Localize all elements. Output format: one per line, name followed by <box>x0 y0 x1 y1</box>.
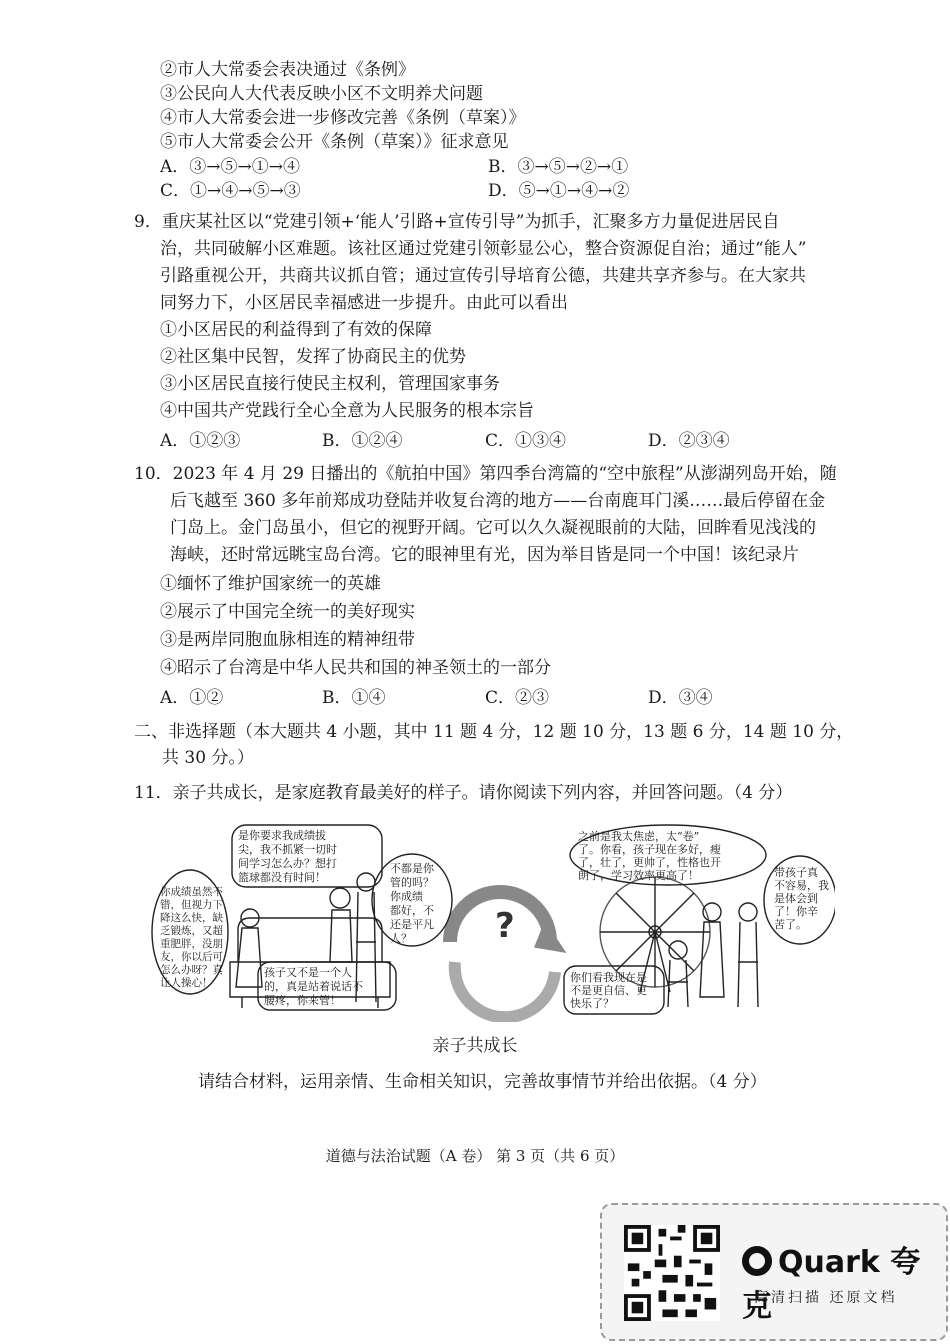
q9-option-d: D．②③④ <box>648 431 730 451</box>
q9-stem-2: 治，共同破解小区难题。该社区通过党建引领彰显公心，整合资源促自治；通过“能人” <box>160 239 807 259</box>
svg-text:?: ? <box>495 906 515 946</box>
page-footer: 道德与法治试题（A 卷） 第 3 页（共 6 页） <box>325 1147 625 1165</box>
q9-item-4: ④中国共产党践行全心全意为人民服务的根本宗旨 <box>160 401 534 421</box>
q8-item-2: ②市人大常委会表决通过《条例》 <box>160 60 415 80</box>
quark-watermark <box>600 1203 948 1341</box>
q9-item-2: ②社区集中民智，发挥了协商民主的优势 <box>160 347 466 367</box>
q10-item-1: ①缅怀了维护国家统一的英雄 <box>160 574 381 594</box>
q10-item-4: ④昭示了台湾是中华人民共和国的神圣领土的一部分 <box>160 658 551 678</box>
q8-item-3: ③公民向人大代表反映小区不文明养犬问题 <box>160 84 483 104</box>
q8-item-4: ④市人大常委会进一步修改完善《条例（草案）》 <box>160 108 526 128</box>
q8-option-a: A．③→⑤→①→④ <box>160 157 301 177</box>
comic-illustration <box>150 822 835 1022</box>
bubble-mother-reply: 孩子又不是一个人 的，真是站着说话不 腰疼，你来管！ <box>264 966 363 1007</box>
bubble-child-happy: 你们看我现在是 不是更自信、更 快乐了？ <box>570 971 647 1010</box>
q9-option-b: B．①②④ <box>322 431 403 451</box>
q9-option-a: A．①②③ <box>160 431 241 451</box>
bubble-father-retort: 不都是你 管的吗？ 你成绩 都好，不 还是平凡 人？ <box>390 862 434 945</box>
qr-code-icon <box>624 1225 720 1321</box>
q10-option-a: A．①② <box>160 688 224 708</box>
q11-prompt: 请结合材料，运用亲情、生命相关知识，完善故事情节并给出依据。（4 分） <box>198 1072 767 1092</box>
bubble-child-complaint: 是你要求我成绩拔 尖，我不抓紧一切时 间学习怎么办？想打 篮球都没有时间！ <box>238 829 337 884</box>
q9-stem-3: 引路重视公开，共商共议抓自管；通过宣传引导培育公德，共建共享齐参与。在大家共 <box>160 266 806 286</box>
section2-title: 二、非选择题（本大题共 4 小题，其中 11 题 4 分，12 题 10 分，13 题 6 分，14 题 10 分， <box>134 722 854 742</box>
q10-item-2: ②展示了中国完全统一的美好现实 <box>160 602 415 622</box>
quark-logo-icon <box>742 1246 772 1276</box>
q11-stem: 11．亲子共成长，是家庭教育最美好的样子。请你阅读下列内容，并回答问题。（4 分） <box>134 783 793 803</box>
bubble-father-thanks: 带孩子真 不容易，我 是体会到 了！你辛 苦了。 <box>774 866 829 931</box>
q9-stem-4: 同努力下，小区居民幸福感进一步提升。由此可以看出 <box>160 293 568 313</box>
section2-line-1 <box>134 720 853 744</box>
q8-option-b: B．③→⑤→②→① <box>488 157 629 177</box>
quark-brand: Quark 夸克 <box>742 1245 921 1324</box>
q8-item-5: ⑤市人大常委会公开《条例（草案）》征求意见 <box>160 132 509 152</box>
q8-option-c: C．①→④→⑤→③ <box>160 181 301 201</box>
bubble-mother-worry: 你成绩虽然不 错，但视力下 降这么快，缺 乏锻炼，又超 重肥胖，没朋 友，你以后可 怎么办呀？真 让人操心！ <box>160 886 223 989</box>
q9-stem-1: 9．重庆某社区以“党建引领+‘能人’引路+宣传引导”为抓手，汇聚多方力量促进居民自 <box>134 212 780 232</box>
q10-option-b: B．①④ <box>322 688 386 708</box>
bubble-mother-reflection: 之前是我太焦虑，太“卷” 了。你看，孩子现在多好，瘦 了，壮了，更帅了，性格也开 朗了，学习效率更高了！ <box>578 830 721 882</box>
section2-line-2: 共 30 分。） <box>162 748 254 768</box>
q10-option-d: D．③④ <box>648 688 713 708</box>
comic-caption: 亲子共成长 <box>432 1036 518 1056</box>
q10-option-c: C．②③ <box>485 688 550 708</box>
q8-option-d: D．⑤→①→④→② <box>488 181 630 201</box>
q10-stem-2: 后飞越至 360 多年前郑成功登陆并收复台湾的地方——台南鹿耳门溪……最后停留在金 <box>170 491 826 511</box>
q9-option-c: C．①③④ <box>485 431 567 451</box>
q10-stem-3: 门岛上。金门岛虽小，但它的视野开阔。它可以久久凝视眼前的大陆，回眸看见浅浅的 <box>170 518 816 538</box>
q10-stem-1: 10．2023 年 4 月 29 日播出的《航拍中国》第四季台湾篇的“空中旅程”从澎湖列岛开始，随 <box>134 464 837 484</box>
quark-slogan: 高清扫描 还原文档 <box>754 1290 898 1306</box>
q10-item-3: ③是两岸同胞血脉相连的精神纽带 <box>160 630 415 650</box>
q9-item-1: ①小区居民的利益得到了有效的保障 <box>160 320 432 340</box>
q10-stem-4: 海峡，还时常远眺宝岛台湾。它的眼神里有光，因为举目皆是同一个中国！该纪录片 <box>170 545 799 565</box>
q9-item-3: ③小区居民直接行使民主权利，管理国家事务 <box>160 374 500 394</box>
